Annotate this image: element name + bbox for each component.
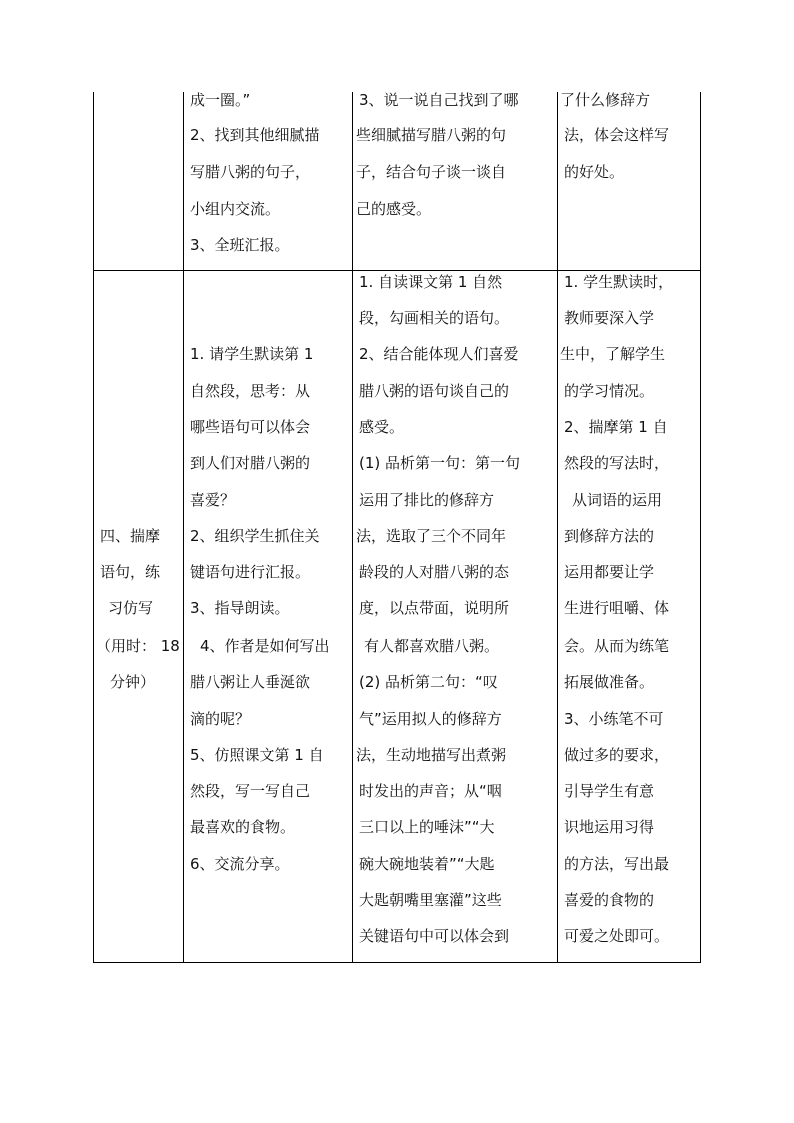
row2-student-line: 感受。 [359, 418, 405, 436]
row1-teacher-line: 3、全班汇报。 [190, 236, 290, 254]
row2-student-line: 三口以上的唾沫”“大 [359, 818, 495, 836]
row2-intent-line: 3、小练笔不可 [564, 710, 664, 728]
row2-student-line: 时发出的声音；从“咽 [359, 782, 502, 800]
column-divider-3 [557, 92, 558, 962]
row1-student-line: 子，结合句子谈一谈自 [356, 163, 507, 181]
row2-student-line: 碗大碗地装着”“大匙 [359, 855, 495, 873]
row-divider [93, 270, 701, 271]
row2-teacher-line: 2、组织学生抓住关 [190, 527, 320, 545]
row2-intent-line: 生中，了解学生 [560, 345, 666, 363]
row2-intent-line: 1. 学生默读时， [564, 273, 674, 291]
row2-student-line: 有人都喜欢腊八粥。 [364, 637, 500, 655]
row2-student-line: 关键语句中可以体会到 [359, 927, 510, 945]
stage-title-line: 习仿写 [108, 599, 154, 617]
row2-teacher-line: 1. 请学生默读第 1 [190, 345, 314, 363]
row2-teacher-line: 腊八粥让人垂涎欲 [190, 673, 311, 691]
row2-teacher-line: 键语句进行汇报。 [190, 563, 311, 581]
row2-student-line: (2) 品析第二句：“叹 [359, 673, 498, 691]
row2-student-line: 法，生动地描写出煮粥 [356, 746, 507, 764]
row2-teacher-line: 6、交流分享。 [190, 855, 290, 873]
row2-student-line: 腊八粥的语句谈自己的 [359, 382, 510, 400]
row2-student-line: 度，以点带面，说明所 [359, 599, 510, 617]
row2-intent-line: 到修辞方法的 [564, 527, 655, 545]
row2-intent-line: 然段的写法时， [564, 454, 670, 472]
row2-intent-line: 的学习情况。 [564, 382, 655, 400]
row2-intent-line: 运用都要让学 [564, 563, 655, 581]
row2-intent-line: 拓展做准备。 [564, 673, 655, 691]
column-divider-2 [352, 92, 353, 962]
row1-student-line: 3、说一说自己找到了哪 [359, 91, 519, 109]
row2-intent-line: 喜爱的食物的 [564, 891, 655, 909]
row2-intent-line: 2、揣摩第 1 自 [564, 418, 668, 436]
stage-title-line: 四、揣摩 [100, 527, 161, 545]
row1-intent-line: 法，体会这样写 [564, 126, 670, 144]
stage-duration-line: 分钟） [110, 673, 156, 691]
row2-intent-line: 可爱之处即可。 [564, 927, 670, 945]
row2-student-line: 运用了排比的修辞方 [359, 491, 495, 509]
stage-duration-line: （用时： 18 [96, 637, 180, 655]
row2-teacher-line: 滴的呢？ [190, 710, 251, 728]
row2-student-line: (1) 品析第一句：第一句 [359, 454, 521, 472]
row1-teacher-line: 2、找到其他细腻描 [190, 126, 320, 144]
column-divider-1 [183, 92, 184, 962]
row1-teacher-line: 成一圈。” [190, 91, 251, 109]
row2-teacher-line: 4、作者是如何写出 [200, 637, 330, 655]
row2-teacher-line: 哪些语句可以体会 [190, 418, 311, 436]
row2-student-line: 1. 自读课文第 1 自然 [359, 273, 503, 291]
row2-teacher-line: 然段，写一写自己 [190, 782, 311, 800]
row1-intent-line: 了什么修辞方 [560, 91, 651, 109]
row2-student-line: 气”运用拟人的修辞方 [359, 710, 502, 728]
table-border-bottom [93, 962, 701, 963]
row1-teacher-line: 写腊八粥的句子， [190, 163, 311, 181]
row1-student-line: 己的感受。 [356, 200, 432, 218]
row2-teacher-line: 5、仿照课文第 1 自 [190, 746, 324, 764]
row2-student-line: 2、结合能体现人们喜爱 [359, 345, 519, 363]
row2-student-line: 段，勾画相关的语句。 [359, 309, 510, 327]
row2-intent-line: 会。从而为练笔 [564, 637, 670, 655]
row1-teacher-line: 小组内交流。 [190, 200, 281, 218]
row2-intent-line: 生进行咀嚼、体 [564, 599, 670, 617]
stage-title-line: 语句，练 [100, 563, 161, 581]
row2-student-line: 龄段的人对腊八粥的态 [359, 563, 510, 581]
row2-intent-line: 识地运用习得 [564, 818, 655, 836]
row1-intent-line: 的好处。 [564, 163, 625, 181]
row2-intent-line: 做过多的要求， [564, 746, 670, 764]
row2-intent-line: 引导学生有意 [564, 782, 655, 800]
row2-teacher-line: 喜爱？ [190, 491, 236, 509]
row2-intent-line: 从词语的运用 [572, 491, 663, 509]
table-border-left [93, 92, 94, 962]
row2-intent-line: 的方法，写出最 [564, 855, 670, 873]
row2-student-line: 大匙朝嘴里塞灌”这些 [359, 891, 502, 909]
row2-teacher-line: 自然段，思考：从 [190, 382, 311, 400]
row2-intent-line: 教师要深入学 [564, 309, 655, 327]
row1-student-line: 些细腻描写腊八粥的句 [356, 126, 507, 144]
row2-teacher-line: 3、指导朗读。 [190, 599, 290, 617]
row2-student-line: 法，选取了三个不同年 [356, 527, 507, 545]
table-border-right [700, 92, 701, 962]
row2-teacher-line: 最喜欢的食物。 [190, 818, 296, 836]
row2-teacher-line: 到人们对腊八粥的 [190, 454, 311, 472]
